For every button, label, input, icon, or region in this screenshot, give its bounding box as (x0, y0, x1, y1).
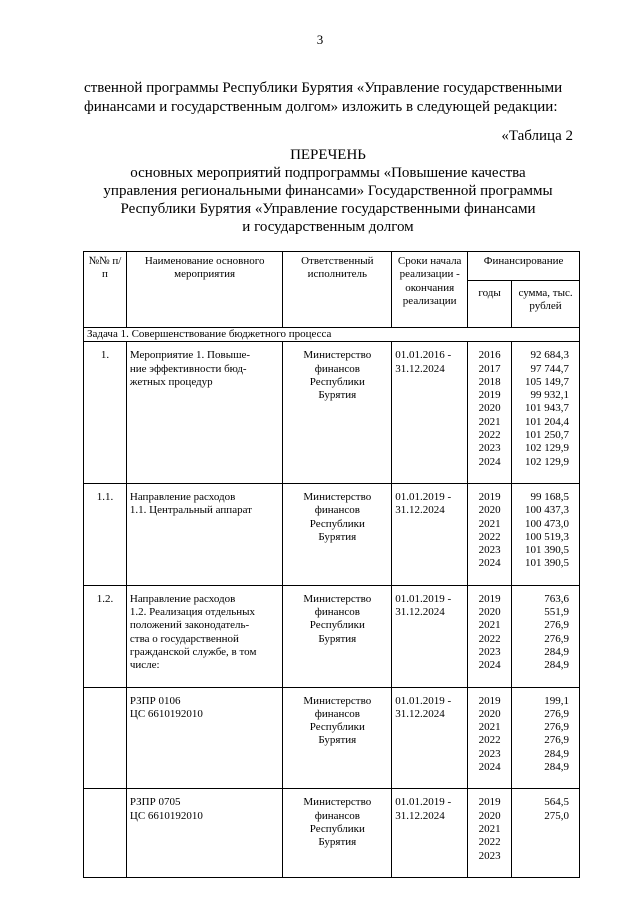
amount-value: 100 473,0 (525, 517, 569, 530)
year-value: 2018 (478, 375, 501, 388)
intro-paragraph: ственной программы Республики Бурятия «Управление государственными финансами и государственным долгом» изложить в следующей редакции: (84, 80, 563, 115)
header-amount: сумма, тыс. рублей (512, 281, 580, 328)
year-value: 2022 (478, 429, 501, 442)
executor-line: Министерство (303, 694, 372, 707)
year-value: 2023 (478, 442, 501, 455)
year-value: 2024 (478, 659, 501, 672)
executor-line: Бурятия (318, 530, 357, 543)
activity-name-line: Мероприятие 1. Повыше- (129, 349, 251, 362)
activity-name-line: 1.2. Реализация отдельных (129, 606, 256, 619)
year-value: 2020 (478, 809, 501, 822)
amount-value: 284,9 (544, 747, 569, 760)
task-row (84, 328, 580, 342)
year-value: 2021 (478, 415, 501, 428)
row-number: 1. (84, 342, 127, 484)
header-years: годы (468, 281, 512, 328)
years-list (468, 342, 512, 484)
amount-value: 101 390,5 (525, 557, 569, 570)
executor-line: Министерство (303, 592, 372, 605)
year-value: 2020 (478, 707, 501, 720)
year-value: 2022 (478, 530, 501, 543)
activity-name-line: ние эффективности бюд- (129, 362, 247, 375)
activity-name-line: ства о государственной (129, 632, 239, 645)
year-value: 2023 (478, 645, 501, 658)
amount-value: 284,9 (544, 761, 569, 774)
amount-value: 276,9 (544, 632, 569, 645)
amounts-list (512, 687, 580, 789)
year-value: 2024 (478, 557, 501, 570)
activity-name-line: положений законодатель- (129, 619, 250, 632)
year-value: 2022 (478, 734, 501, 747)
activity-name (126, 585, 283, 687)
amount-value: 101 204,4 (525, 415, 569, 428)
table-row (84, 585, 580, 687)
year-value: 2019 (478, 796, 501, 809)
date-line: 01.01.2019 - (395, 694, 452, 707)
activity-name-line: РЗПР 0106 (129, 694, 181, 707)
activity-name-line: жетных процедур (129, 375, 213, 388)
executor (283, 789, 392, 877)
amount-value: 276,9 (544, 619, 569, 632)
amounts-list (512, 789, 580, 877)
amount-value: 564,5 (544, 796, 569, 809)
years-list (468, 687, 512, 789)
years-list (468, 585, 512, 687)
amount-value: 101 250,7 (525, 429, 569, 442)
date-line: 01.01.2016 - (395, 349, 452, 362)
header-name: Наименование основного мероприятия (126, 252, 283, 328)
year-value: 2023 (478, 544, 501, 557)
year-value: 2019 (478, 592, 501, 605)
implementation-dates (392, 483, 468, 585)
year-value: 2024 (478, 455, 501, 468)
executor-line: Бурятия (318, 734, 357, 747)
date-line: 01.01.2019 - (395, 490, 452, 503)
task-cell: Задача 1. Совершенствование бюджетного процесса (84, 328, 580, 342)
executor-line: Республики (309, 619, 365, 632)
activity-name-line: ЦС 6610192010 (129, 809, 203, 822)
executor (283, 585, 392, 687)
amount-value: 99 168,5 (530, 490, 569, 503)
amount-value: 276,9 (544, 721, 569, 734)
header-num: №№ п/п (84, 252, 127, 328)
date-line: 31.12.2024 (395, 362, 445, 375)
amount-value: 275,0 (544, 809, 569, 822)
date-line: 01.01.2019 - (395, 592, 452, 605)
amount-value: 199,1 (544, 694, 569, 707)
heading-line: управления региональными финансами» Государственной программы (103, 183, 553, 199)
amount-value: 97 744,7 (530, 362, 569, 375)
activity-name-line: Направление расходов (129, 490, 236, 503)
year-value: 2021 (478, 517, 501, 530)
table-row (84, 789, 580, 877)
implementation-dates (392, 342, 468, 484)
header-row (84, 252, 580, 281)
heading-line: основных мероприятий подпрограммы «Повышение качества (130, 165, 526, 181)
amount-value: 105 149,7 (525, 375, 569, 388)
executor-line: Республики (309, 517, 365, 530)
activity-name-line: 1.1. Центральный аппарат (129, 504, 252, 517)
amount-value: 276,9 (544, 734, 569, 747)
activity-name-line: Направление расходов (129, 592, 236, 605)
year-value: 2021 (478, 721, 501, 734)
activity-name-line: числе: (129, 659, 160, 672)
activity-name-line: ЦС 6610192010 (129, 707, 203, 720)
year-value: 2022 (478, 836, 501, 849)
amount-value: 284,9 (544, 645, 569, 658)
date-line: 01.01.2019 - (395, 796, 452, 809)
table-row (84, 342, 580, 484)
activity-name (126, 483, 283, 585)
years-list (468, 483, 512, 585)
table-row (84, 687, 580, 789)
year-value: 2019 (478, 490, 501, 503)
heading-line: Республики Бурятия «Управление государственными финансами (120, 201, 536, 217)
row-number: 1.1. (84, 483, 127, 585)
year-value: 2017 (478, 362, 501, 375)
amounts-list (512, 342, 580, 484)
executor-line: Республики (309, 375, 365, 388)
amount-value: 763,6 (544, 592, 569, 605)
amount-value: 551,9 (544, 606, 569, 619)
year-value: 2016 (478, 349, 501, 362)
implementation-dates (392, 585, 468, 687)
activity-name (126, 342, 283, 484)
years-list (468, 789, 512, 877)
date-line: 31.12.2024 (395, 504, 445, 517)
amount-value: 100 519,3 (525, 530, 569, 543)
row-number (84, 789, 127, 877)
table-row (84, 483, 580, 585)
executor-line: Министерство (303, 349, 372, 362)
year-value: 2022 (478, 632, 501, 645)
executor-line: финансов (314, 504, 360, 517)
executor (283, 483, 392, 585)
year-value: 2019 (478, 389, 501, 402)
amount-value: 276,9 (544, 707, 569, 720)
activity-name (126, 687, 283, 789)
executor-line: Бурятия (318, 389, 357, 402)
amounts-list (512, 585, 580, 687)
header-dates: Сроки начала реализации - окончания реализации (392, 252, 468, 328)
implementation-dates (392, 789, 468, 877)
executor-line: Бурятия (318, 836, 357, 849)
row-number: 1.2. (84, 585, 127, 687)
year-value: 2023 (478, 849, 501, 862)
executor-line: финансов (314, 362, 360, 375)
amount-value: 101 943,7 (525, 402, 569, 415)
executor (283, 687, 392, 789)
executor-line: Министерство (303, 796, 372, 809)
date-line: 31.12.2024 (395, 707, 445, 720)
amount-value: 284,9 (544, 659, 569, 672)
date-line: 31.12.2024 (395, 606, 445, 619)
header-executor: Ответственный исполнитель (283, 252, 392, 328)
activity-name (126, 789, 283, 877)
activities-table (83, 251, 580, 878)
executor-line: финансов (314, 809, 360, 822)
amount-value: 100 437,3 (525, 504, 569, 517)
amount-value: 102 129,9 (525, 442, 569, 455)
executor-line: финансов (314, 707, 360, 720)
table-label: «Таблица 2 (501, 128, 573, 144)
amount-value: 102 129,9 (525, 455, 569, 468)
year-value: 2021 (478, 619, 501, 632)
amount-value: 101 390,5 (525, 544, 569, 557)
page-number: 3 (316, 32, 324, 47)
heading-line: и государственным долгом (242, 219, 414, 235)
row-number (84, 687, 127, 789)
implementation-dates (392, 687, 468, 789)
amounts-list (512, 483, 580, 585)
amount-value: 92 684,3 (530, 349, 569, 362)
executor-line: Бурятия (318, 632, 357, 645)
year-value: 2019 (478, 694, 501, 707)
executor-line: финансов (314, 606, 360, 619)
year-value: 2023 (478, 747, 501, 760)
year-value: 2021 (478, 822, 501, 835)
date-line: 31.12.2024 (395, 809, 445, 822)
executor-line: Республики (309, 822, 365, 835)
activity-name-line: гражданской службе, в том (129, 645, 257, 658)
header-financing: Финансирование (468, 252, 580, 281)
year-value: 2024 (478, 761, 501, 774)
executor-line: Министерство (303, 490, 372, 503)
heading-line: ПЕРЕЧЕНЬ (290, 147, 366, 163)
executor (283, 342, 392, 484)
executor-line: Республики (309, 721, 365, 734)
year-value: 2020 (478, 504, 501, 517)
year-value: 2020 (478, 402, 501, 415)
document-heading (90, 146, 566, 236)
activity-name-line: РЗПР 0705 (129, 796, 181, 809)
amount-value: 99 932,1 (530, 389, 569, 402)
year-value: 2020 (478, 606, 501, 619)
